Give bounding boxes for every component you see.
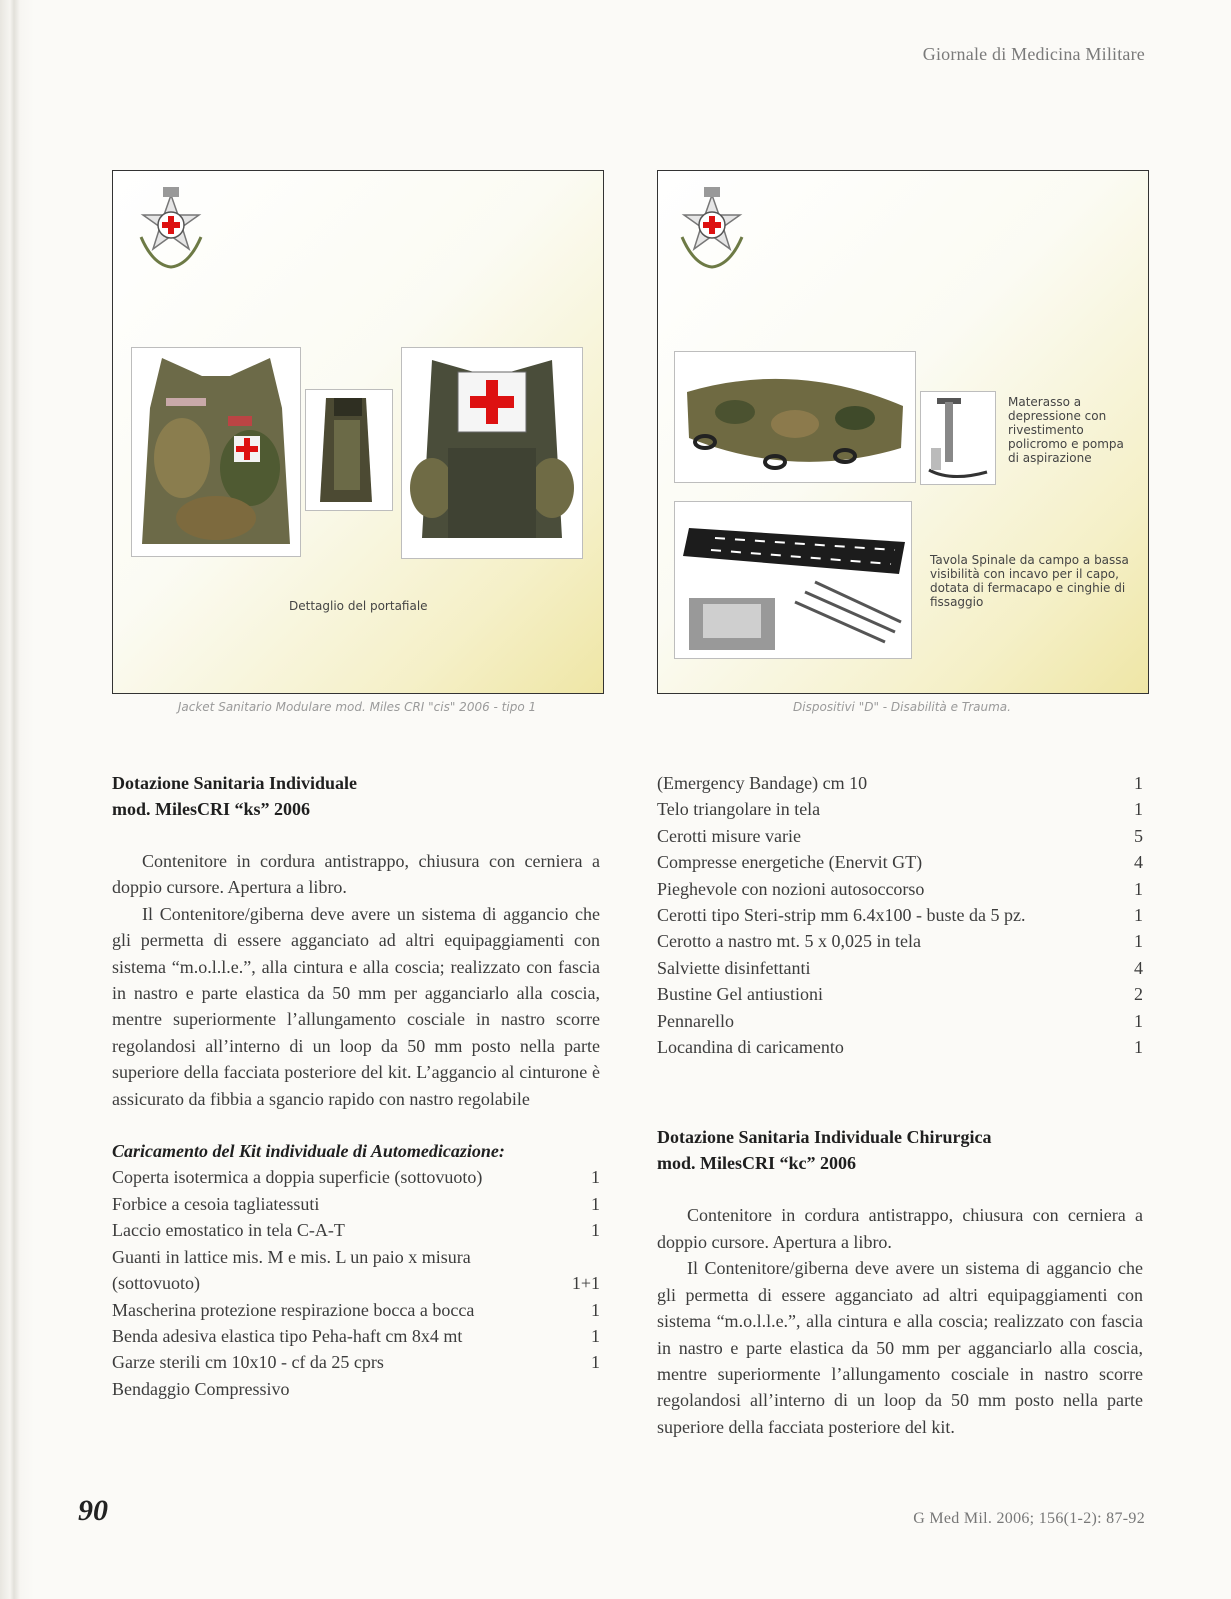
figure-devices (657, 170, 1149, 694)
list-item: Telo triangolare in tela 1 (657, 799, 1143, 820)
photo-suction-pump (920, 391, 996, 485)
cri-military-emblem-icon (135, 187, 207, 269)
section-heading-ks (112, 770, 600, 822)
heading-line: Dotazione Sanitaria Individuale (112, 773, 358, 793)
left-text-column (112, 770, 600, 1402)
spinal-board-icon (675, 502, 911, 658)
heading-line: mod. MilesCRI “ks” 2006 (112, 799, 311, 819)
citation: G Med Mil. 2006; 156(1-2): 87-92 (913, 1510, 1145, 1527)
page-binding-shadow (0, 0, 34, 1599)
list-item: (sottovuoto) 1+1 (112, 1273, 600, 1294)
paragraph: Il Contenitore/giberna deve avere un sistema di aggancio che gli permetta di essere agganciato ad altri equipaggiamenti con sistema “m.o.l.l.e.”, alla cintura e alla coscia; realizzato con fascia in nastro e parte elastica da 50 mm per agganciarlo alla coscia, mentre superiormente l’allungamento cosciale in nastro scorre regolandosi all’interno di un loop da 50 mm posto nella parte superiore della facciata posteriore del kit. L’aggancio al cinturone è assicurato da fibbia a sgancio rapido con nastro regolabile (112, 903, 600, 1109)
right-text-column (657, 770, 1143, 1440)
heading-line: mod. MilesCRI “kc” 2006 (657, 1153, 856, 1174)
paragraph: Il Contenitore/giberna deve avere un sistema di aggancio che gli permetta di essere agganciato ad altri equipaggiamenti con sistema “m.o.l.l.e.”, alla cintura e alla coscia; realizzato con fascia in nastro e parte elastica da 50 mm per agganciarlo alla coscia, mentre superiormente l’allungamento cosciale in nastro scorre regolandosi all’interno di un loop da 50 mm posto nella parte superiore della facciata posteriore del kit. (657, 1258, 1143, 1437)
list-item: Bendaggio Compressivo (112, 1378, 290, 1399)
list-item: Laccio emostatico in tela C-A-T 1 (112, 1220, 600, 1241)
photo-vacuum-mattress (674, 351, 916, 483)
caption-devices: Dispositivi "D" - Disabilità e Trauma. (793, 700, 1011, 714)
heading-line: Dotazione Sanitaria Individuale Chirurgica (657, 1127, 992, 1148)
list-item: Coperta isotermica a doppia superficie (sottovuoto) 1 (112, 1167, 600, 1188)
photo-jacket-front (131, 347, 301, 557)
list-item: Cerotto a nastro mt. 5 x 0,025 in tela 1 (657, 931, 1143, 952)
list-item: Pieghevole con nozioni autosoccorso 1 (657, 878, 1143, 899)
label-vacuum-mattress: Materasso a depressione con rivestimento policromo e pompa di aspirazione (1008, 395, 1124, 465)
list-item: Mascherina protezione respirazione bocca a bocca 1 (112, 1299, 600, 1320)
list-item: Compresse energetiche (Enervit GT) 4 (657, 852, 1143, 873)
paragraph: Contenitore in cordura antistrappo, chiusura con cerniera a doppio cursore. Apertura a libro. (112, 851, 600, 898)
label-spinal-board: Tavola Spinale da campo a bassa visibilità con incavo per il capo, dotata di fermacapo e cinghie di fissaggio (930, 553, 1129, 609)
photo-jacket-back (401, 347, 583, 559)
list-item: Forbice a cesoia tagliatessuti 1 (112, 1193, 600, 1214)
caption-jacket: Jacket Sanitario Modulare mod. Miles CRI "cis" 2006 - tipo 1 (177, 700, 537, 714)
list-item: Cerotti misure varie 5 (657, 825, 1143, 846)
list-item: Garze sterili cm 10x10 - cf da 25 cprs 1 (112, 1352, 600, 1373)
list-item: Pennarello 1 (657, 1010, 1143, 1031)
cri-military-emblem-icon (676, 187, 748, 269)
kit-item-list-continued (657, 770, 1143, 1060)
suction-pump-icon (921, 392, 995, 484)
list-item: Locandina di caricamento 1 (657, 1037, 1143, 1058)
photo-vial-holder-detail (305, 389, 393, 511)
photo-spinal-board (674, 501, 912, 659)
list-item: Cerotti tipo Steri-strip mm 6.4x100 - buste da 5 pz. 1 (657, 905, 1143, 926)
list-item: Benda adesiva elastica tipo Peha-haft cm 8x4 mt 1 (112, 1325, 600, 1346)
list-item: Bustine Gel antiustioni 2 (657, 984, 1143, 1005)
camo-jacket-front-icon (132, 348, 300, 556)
kit-item-list (112, 1164, 600, 1402)
camo-jacket-back-icon (402, 348, 582, 558)
kit-loading-subheading: Caricamento del Kit individuale di Automedicazione: (112, 1141, 505, 1162)
list-item: Salviette disinfettanti 4 (657, 957, 1143, 978)
label-vial-holder: Dettaglio del portafiale (289, 599, 428, 613)
list-item: (Emergency Bandage) cm 10 1 (657, 773, 1143, 793)
page-number: 90 (78, 1494, 108, 1527)
list-item: Guanti in lattice mis. M e mis. L un paio x misura (112, 1246, 471, 1267)
running-head: Giornale di Medicina Militare (922, 44, 1145, 64)
figure-jacket (112, 170, 604, 694)
paragraph: Contenitore in cordura antistrappo, chiusura con cerniera a doppio cursore. Apertura a libro. (657, 1205, 1143, 1252)
section-heading-kc (657, 1124, 1143, 1176)
vial-holder-icon (306, 390, 392, 510)
vacuum-mattress-icon (675, 352, 915, 482)
